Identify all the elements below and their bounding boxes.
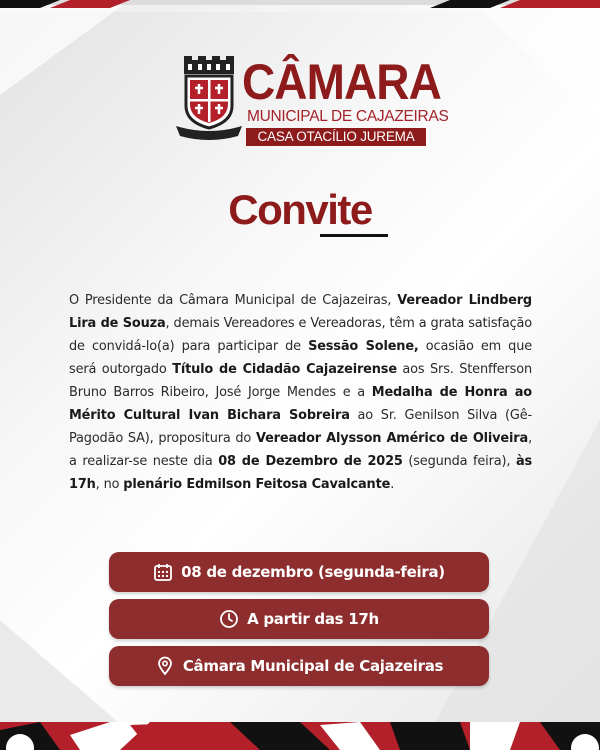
invitation-highlight: Título de Cidadão Cajazeirense: [172, 362, 397, 377]
invitation-text: [69, 289, 532, 496]
invitation-highlight: Vereador Alysson Américo de Oliveira: [255, 431, 529, 446]
invitation-text-part: .: [390, 477, 395, 492]
invitation-text-part: (segunda feira),: [402, 454, 516, 469]
invitation-text-part: , a realizar-se neste dia: [69, 431, 533, 469]
title-underline: [320, 234, 388, 237]
time-text: A partir das 17h: [247, 610, 379, 628]
camara-logo: [176, 54, 449, 144]
invitation-text-part: , demais Vereadores e Vereadoras, têm a grata satisfação de convidá-lo(a) para participar de: [69, 316, 532, 354]
invitation-highlight: Sessão Solene,: [308, 339, 419, 354]
page-title: Convite: [228, 186, 372, 233]
coat-of-arms-icon: [176, 54, 242, 140]
invitation-highlight: Medalha de Honra ao Mérito Cultural Ivan Bichara Sobreira: [69, 385, 532, 423]
date-text: 08 de dezembro (segunda-feira): [181, 563, 445, 581]
location-text: Câmara Municipal de Cajazeiras: [182, 657, 444, 675]
location-badge: [109, 646, 489, 686]
invitation-text-part: , no: [95, 477, 124, 492]
invitation-text-part: ao Sr. Genilson Silva (Gê-Pagodão SA), propositura do: [69, 408, 532, 446]
logo-band: CASA OTACÍLIO JUREMA: [246, 128, 426, 146]
invitation-text-part: O Presidente da Câmara Municipal de Cajazeiras,: [69, 293, 398, 308]
date-badge: [109, 552, 489, 592]
invitation-highlight: 08 de Dezembro de 2025: [218, 454, 403, 469]
clock-icon: [219, 609, 239, 629]
invitation-highlight: Vereador Lindberg Lira de Souza: [69, 293, 532, 331]
logo-title: CÂMARA: [242, 54, 441, 110]
invitation-highlight: às 17h: [69, 454, 533, 492]
invitation-text-part: aos Srs. Stenfferson Bruno Barros Ribeiro, José Jorge Mendes e a: [69, 362, 533, 400]
location-pin-icon: [155, 656, 175, 676]
invitation-highlight: plenário Edmilson Feitosa Cavalcante: [123, 477, 391, 492]
calendar-icon: [153, 562, 173, 582]
invitation-text-part: ocasião em que será outorgado: [69, 339, 532, 377]
time-badge: [109, 599, 489, 639]
logo-subtitle: MUNICIPAL DE CAJAZEIRAS: [247, 108, 449, 125]
